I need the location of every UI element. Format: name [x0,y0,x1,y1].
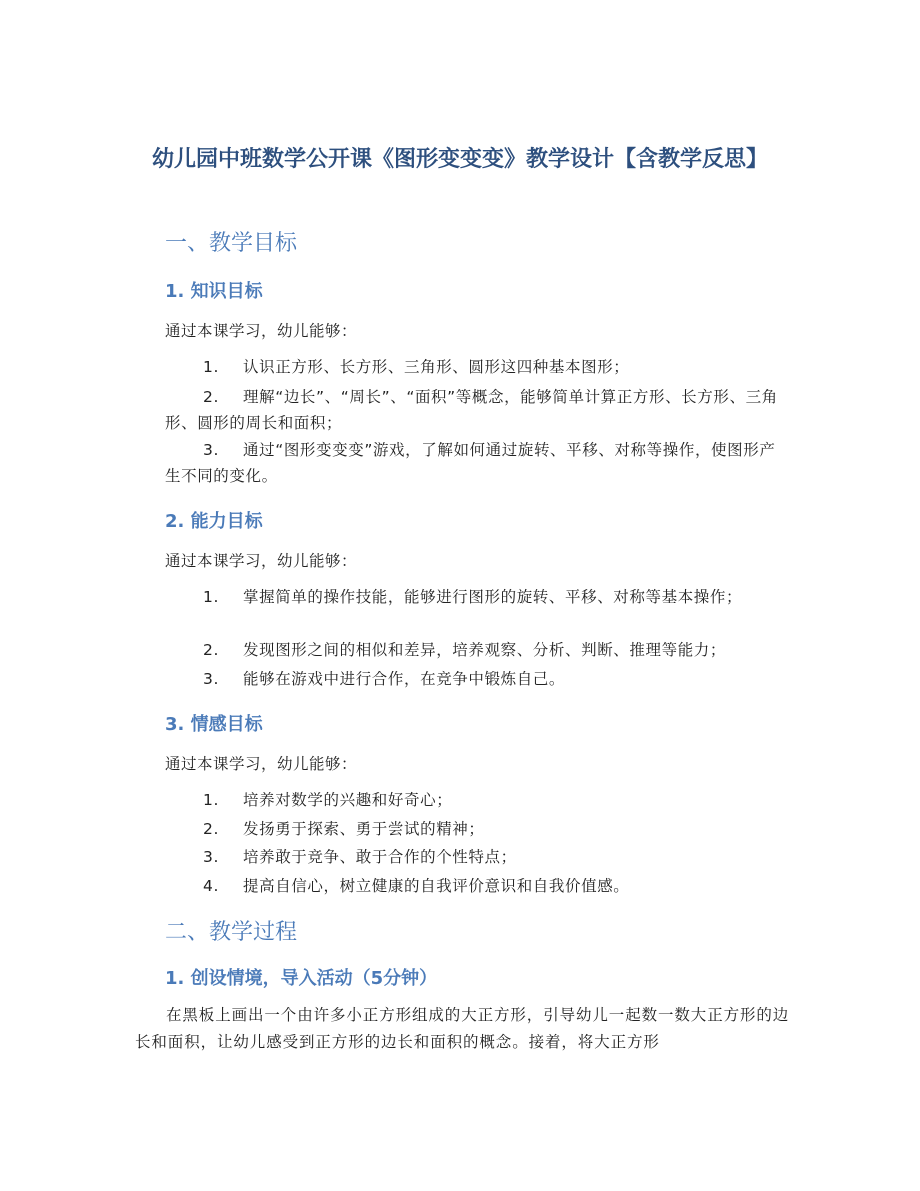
item-text: 培养对数学的兴趣和好奇心； [243,791,453,809]
item-text: 能够在游戏中进行合作，在竞争中锻炼自己。 [243,670,566,688]
item-number: 1. [203,791,219,809]
subheading-emotion: 3. 情感目标 [165,714,263,735]
section-heading-process: 二、教学过程 [165,920,298,945]
intro-text: 通过本课学习，幼儿能够： [165,322,358,340]
item-number: 2. [203,388,219,406]
item-number: 4. [203,877,219,895]
list-item [165,787,787,813]
item-number: 2. [203,820,219,838]
item-text: 认识正方形、长方形、三角形、圆形这四种基本图形； [243,358,630,376]
document-title: 幼儿园中班数学公开课《图形变变变》教学设计【含教学反思】 [151,147,768,172]
item-text: 理解“边长”、“周长”、“面积”等概念，能够简单计算正方形、长方形、三角形、圆形的周长和面积； [165,388,778,432]
intro-text: 通过本课学习，幼儿能够： [165,552,358,570]
subheading-knowledge: 1. 知识目标 [165,281,263,302]
item-number: 1. [203,588,219,606]
item-text: 通过“图形变变变”游戏，了解如何通过旋转、平移、对称等操作，使图形产生不同的变化。 [165,441,776,485]
item-number: 3. [203,848,219,866]
list-item [165,873,787,899]
item-text: 发扬勇于探索、勇于尝试的精神； [243,820,485,838]
item-text: 掌握简单的操作技能，能够进行图形的旋转、平移、对称等基本操作； [243,588,743,606]
section-heading-goals: 一、教学目标 [165,231,298,256]
item-text: 培养敢于竞争、敢于合作的个性特点； [243,848,517,866]
list-item [165,666,787,692]
item-number: 3. [203,441,219,459]
list-item [165,354,787,380]
list-item [165,637,787,663]
item-number: 1. [203,358,219,376]
subheading-step1: 1. 创设情境，导入活动（5分钟） [165,968,438,989]
item-number: 3. [203,670,219,688]
list-item [165,384,787,436]
list-item [165,584,787,610]
subheading-ability: 2. 能力目标 [165,511,263,532]
item-number: 2. [203,641,219,659]
list-item [165,816,787,842]
body-paragraph: 在黑板上画出一个由许多小正方形组成的大正方形，引导幼儿一起数一数大正方形的边长和面积，让幼儿感受到正方形的边长和面积的概念。接着，将大正方形 [135,1006,790,1051]
list-item [165,437,787,489]
item-text: 发现图形之间的相似和差异，培养观察、分析、判断、推理等能力； [243,641,727,659]
intro-text: 通过本课学习，幼儿能够： [165,755,358,773]
list-item [165,844,787,870]
item-text: 提高自信心，树立健康的自我评价意识和自我价值感。 [243,877,630,895]
